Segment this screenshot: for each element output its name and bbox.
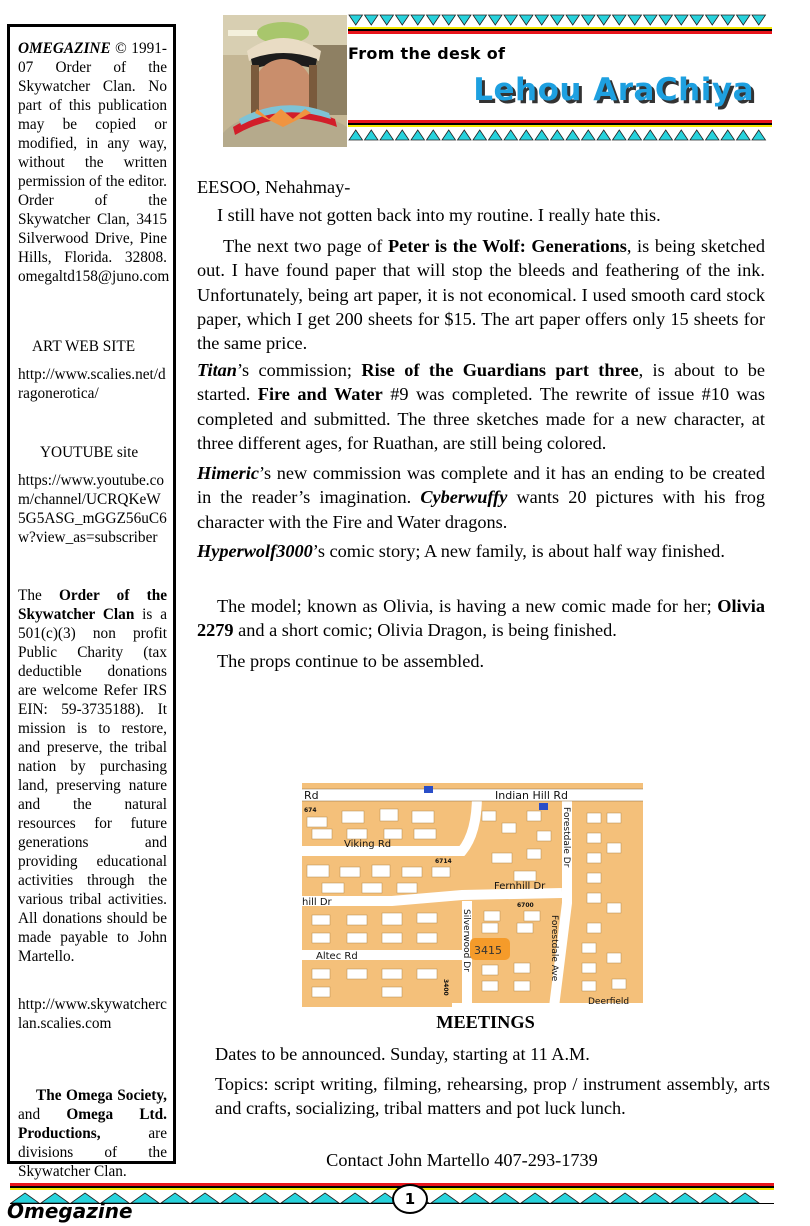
map-building xyxy=(347,829,367,839)
bottom-color-stripe xyxy=(348,120,772,127)
triangle-ornament xyxy=(551,1193,579,1203)
triangle-ornament xyxy=(461,1193,489,1203)
map-label-street: Viking Rd xyxy=(344,839,392,850)
copyright-notice: OMEGAZINE © 1991-07 Order of the Skywatcher Clan. No part of this publication may be copied or modified, in any way, without the written permission of the editor. Order of the Skywatcher Clan, 3415 Silverwood Drive, Pine Hills, Florida. 32808. omegaltd158@juno.com xyxy=(18,40,170,285)
triangle-ornament xyxy=(521,1193,549,1203)
triangle-ornament xyxy=(628,15,642,25)
triangle-ornament xyxy=(411,15,425,25)
copyright-brand: OMEGAZINE xyxy=(18,40,111,57)
charity-statement: The Order of the Skywatcher Clan is a 501(c)(3) non profit Public Charity (tax deductible donations are welcome Refer IRS EIN: 59-3735188). It mission is to restore, and preserve, the tribal nation by purchasing land, preserving nature and the natural resources for future generations and providing educational activities through the various tribal activities. All donations should be made payable to John Martello. xyxy=(18,587,168,965)
editor-name: Lehou AraChiya xyxy=(473,72,754,108)
triangle-ornament xyxy=(551,130,565,140)
triangle-ornament xyxy=(442,130,456,140)
triangle-ornament xyxy=(191,1193,219,1203)
map-building xyxy=(492,853,512,863)
map-building xyxy=(484,911,500,921)
map-building xyxy=(307,865,329,877)
map-building xyxy=(502,823,516,833)
triangle-ornament xyxy=(737,15,751,25)
letter-paragraph-1: I still have not gotten back into my routine. I really hate this. xyxy=(217,205,661,225)
map-label-street: Silverwood Dr xyxy=(461,909,471,972)
triangle-ornament xyxy=(161,1193,189,1203)
map-building xyxy=(372,865,390,877)
page-number: 1 xyxy=(392,1184,428,1214)
map-building xyxy=(312,915,330,925)
map-building xyxy=(612,979,626,989)
map-building xyxy=(402,867,422,877)
triangle-ornament xyxy=(341,1193,369,1203)
triangle-ornament xyxy=(504,130,518,140)
map-building xyxy=(342,811,364,823)
map-building xyxy=(587,923,601,933)
art-website-link[interactable]: http://www.scalies.net/dragonerotica/ xyxy=(18,366,166,402)
triangle-ornament xyxy=(365,15,379,25)
triangle-ornament xyxy=(221,1193,249,1203)
map-building xyxy=(312,829,332,839)
map-label-street: Altec Rd xyxy=(316,951,358,962)
map-building xyxy=(482,811,496,821)
triangle-ornament xyxy=(566,15,580,25)
map-building xyxy=(482,923,498,933)
letter-paragraph-7: The props continue to be assembled. xyxy=(217,651,485,671)
triangle-ornament xyxy=(582,15,596,25)
map-label-street: Fernhill Dr xyxy=(494,881,546,892)
triangle-ornament xyxy=(431,1193,459,1203)
triangle-ornament xyxy=(659,130,673,140)
map-building xyxy=(412,811,434,823)
editor-photo xyxy=(223,15,347,147)
map-building xyxy=(380,809,398,821)
triangle-ornament xyxy=(701,1193,729,1203)
triangle-ornament xyxy=(690,15,704,25)
clan-website-link[interactable]: http://www.skywatcherclan.scalies.com xyxy=(18,996,167,1032)
triangle-ornament xyxy=(473,15,487,25)
map-building xyxy=(347,933,367,943)
triangle-ornament xyxy=(458,130,472,140)
triangle-ornament xyxy=(597,130,611,140)
map-building xyxy=(307,817,327,827)
map-label-street: Forestdale Ave xyxy=(549,915,559,982)
map-label-street: Forestdale Dr xyxy=(561,807,571,868)
letter-paragraph-4: Himeric’s new commission was complete and it has an ending to be created in the reader’s imagination. Cyberwuffy wants 20 pictures with his frog character with the Fire and Water dragons. xyxy=(197,463,766,532)
from-desk-label: From the desk of xyxy=(348,44,506,63)
triangle-ornament xyxy=(442,15,456,25)
meetings-dates: Dates to be announced. Sunday, starting at 11 A.M. xyxy=(215,1044,590,1064)
map-building xyxy=(607,813,621,823)
map-building xyxy=(347,915,367,925)
triangle-ornament xyxy=(251,1193,279,1203)
map-building xyxy=(432,867,450,877)
letter-greeting: EESOO, Nehahmay- xyxy=(197,177,351,197)
youtube-heading: YOUTUBE site xyxy=(40,444,139,461)
map-building xyxy=(322,883,344,893)
triangle-ornament xyxy=(349,130,363,140)
map-building xyxy=(527,811,541,821)
triangle-ornament xyxy=(473,130,487,140)
triangle-ornament xyxy=(582,130,596,140)
triangle-ornament xyxy=(690,130,704,140)
map-building xyxy=(582,943,596,953)
map-building xyxy=(607,953,621,963)
triangle-ornament xyxy=(706,15,720,25)
map-building xyxy=(607,843,621,853)
map-building xyxy=(514,963,530,973)
map-building xyxy=(382,969,402,979)
art-website-heading: ART WEB SITE xyxy=(32,338,136,355)
triangle-ornament xyxy=(721,130,735,140)
map-building xyxy=(587,853,601,863)
triangle-ornament xyxy=(365,130,379,140)
map-building xyxy=(587,833,601,843)
map-building xyxy=(582,981,596,991)
map-building xyxy=(587,813,601,823)
location-map[interactable] xyxy=(302,783,643,1007)
triangle-ornament xyxy=(349,15,363,25)
triangle-ornament xyxy=(489,130,503,140)
triangle-ornament xyxy=(396,130,410,140)
triangle-ornament xyxy=(706,130,720,140)
letter-paragraph-2: The next two page of Peter is the Wolf: Generations, is being sketched out. I have found paper that will stop the bleeds and feathering of the ink. Unfortunately, being art paper, it is not economical. I used smooth card stock paper, which I get 200 sheets for $15. The art paper offers only 15 sheets for the same price. xyxy=(197,236,765,354)
triangle-ornament xyxy=(671,1193,699,1203)
triangle-ornament xyxy=(613,15,627,25)
bus-stop-icon xyxy=(539,803,548,810)
sidebar-info-box xyxy=(7,24,176,1180)
map-building xyxy=(414,829,436,839)
triangle-ornament xyxy=(659,15,673,25)
map-building xyxy=(537,831,551,841)
triangle-ornament xyxy=(611,1193,639,1203)
map-building xyxy=(482,981,498,991)
map-building xyxy=(517,923,533,933)
letter-paragraph-3: Titan’s commission; Rise of the Guardians part three, is about to be started. Fire and Water #9 was completed. The rewrite of issue #10 was completed and submitted. The three sketches made for a new character, at three different ages, for Ruathan, are still being colored. xyxy=(197,360,766,453)
map-building xyxy=(362,883,382,893)
triangle-ornament xyxy=(581,1193,609,1203)
triangle-ornament xyxy=(131,1193,159,1203)
divisions-statement: The Omega Society, and Omega Ltd. Productions, are divisions of the Skywatcher Clan. xyxy=(18,1087,167,1180)
map-building xyxy=(397,883,417,893)
map-label-number: 3400 xyxy=(442,979,449,996)
map-label-number: 674 xyxy=(304,807,317,814)
map-label-number: 6700 xyxy=(517,902,534,909)
triangle-ornament xyxy=(752,130,766,140)
triangle-ornament xyxy=(427,15,441,25)
triangle-ornament xyxy=(396,15,410,25)
triangle-ornament xyxy=(641,1193,669,1203)
bus-stop-icon xyxy=(424,786,433,793)
map-building xyxy=(417,969,437,979)
map-building xyxy=(382,913,402,925)
map-label-highlight: 3415 xyxy=(474,944,502,957)
triangle-ornament xyxy=(644,130,658,140)
triangle-ornament xyxy=(491,1193,519,1203)
top-triangle-border xyxy=(348,14,772,26)
triangle-ornament xyxy=(731,1193,759,1203)
publication-title: Omegazine xyxy=(7,1199,133,1223)
letter-paragraph-5: Hyperwolf3000’s comic story; A new family, is about half way finished. xyxy=(197,541,725,561)
triangle-ornament xyxy=(458,15,472,25)
map-building xyxy=(482,965,498,975)
map-building xyxy=(514,981,530,991)
map-building xyxy=(417,913,437,923)
triangle-ornament xyxy=(281,1193,309,1203)
triangle-ornament xyxy=(380,130,394,140)
triangle-ornament xyxy=(644,15,658,25)
map-label-street: Rd xyxy=(304,789,319,802)
triangle-ornament xyxy=(504,15,518,25)
triangle-ornament xyxy=(427,130,441,140)
map-building xyxy=(527,849,541,859)
map-label-number: 6714 xyxy=(435,858,452,865)
map-building xyxy=(382,987,402,997)
map-building xyxy=(340,867,360,877)
triangle-ornament xyxy=(535,15,549,25)
map-building xyxy=(417,933,437,943)
header-banner xyxy=(348,14,772,142)
letter-paragraph-6: The model; known as Olivia, is having a new comic made for her; Olivia 2279 and a short comic; Olivia Dragon, is being finished. xyxy=(197,596,765,641)
map-building xyxy=(607,903,621,913)
map-building xyxy=(524,911,540,921)
map-label-street: Deerfield xyxy=(588,997,630,1007)
bottom-triangle-border xyxy=(348,129,772,141)
meetings-heading: MEETINGS xyxy=(436,1012,535,1032)
triangle-ornament xyxy=(311,1193,339,1203)
map-building xyxy=(587,893,601,903)
map-building xyxy=(587,873,601,883)
map-building xyxy=(347,969,367,979)
triangle-ornament xyxy=(675,130,689,140)
triangle-ornament xyxy=(613,130,627,140)
triangle-ornament xyxy=(520,15,534,25)
map-building xyxy=(384,829,402,839)
triangle-ornament xyxy=(566,130,580,140)
triangle-ornament xyxy=(628,130,642,140)
top-color-stripe xyxy=(348,27,772,34)
triangle-ornament xyxy=(489,15,503,25)
triangle-ornament xyxy=(551,15,565,25)
footer-color-stripe xyxy=(10,1183,774,1190)
triangle-ornament xyxy=(380,15,394,25)
portrait-image xyxy=(223,15,347,147)
triangle-ornament xyxy=(752,15,766,25)
map-building xyxy=(312,969,330,979)
map-building xyxy=(312,933,330,943)
meetings-topics: Topics: script writing, filming, rehearsing, prop / instrument assembly, arts and crafts, socializing, tribal matters and pot luck lunch. xyxy=(215,1074,770,1119)
map-label-street: Indian Hill Rd xyxy=(495,789,569,802)
triangle-ornament xyxy=(721,15,735,25)
triangle-ornament xyxy=(675,15,689,25)
triangle-ornament xyxy=(597,15,611,25)
map-building xyxy=(382,933,402,943)
map-building xyxy=(312,987,330,997)
triangle-ornament xyxy=(411,130,425,140)
triangle-ornament xyxy=(737,130,751,140)
map-building xyxy=(582,963,596,973)
map-label-street: hill Dr xyxy=(302,897,332,908)
street-map-graphic xyxy=(302,783,643,1007)
triangle-ornament xyxy=(535,130,549,140)
meetings-contact: Contact John Martello 407-293-1739 xyxy=(326,1150,598,1170)
triangle-ornament xyxy=(520,130,534,140)
youtube-link[interactable]: https://www.youtube.com/channel/UCRQKeW5G5ASG_mGGZ56uC6w?view_as=subscriber xyxy=(18,472,167,546)
map-building xyxy=(514,871,536,881)
